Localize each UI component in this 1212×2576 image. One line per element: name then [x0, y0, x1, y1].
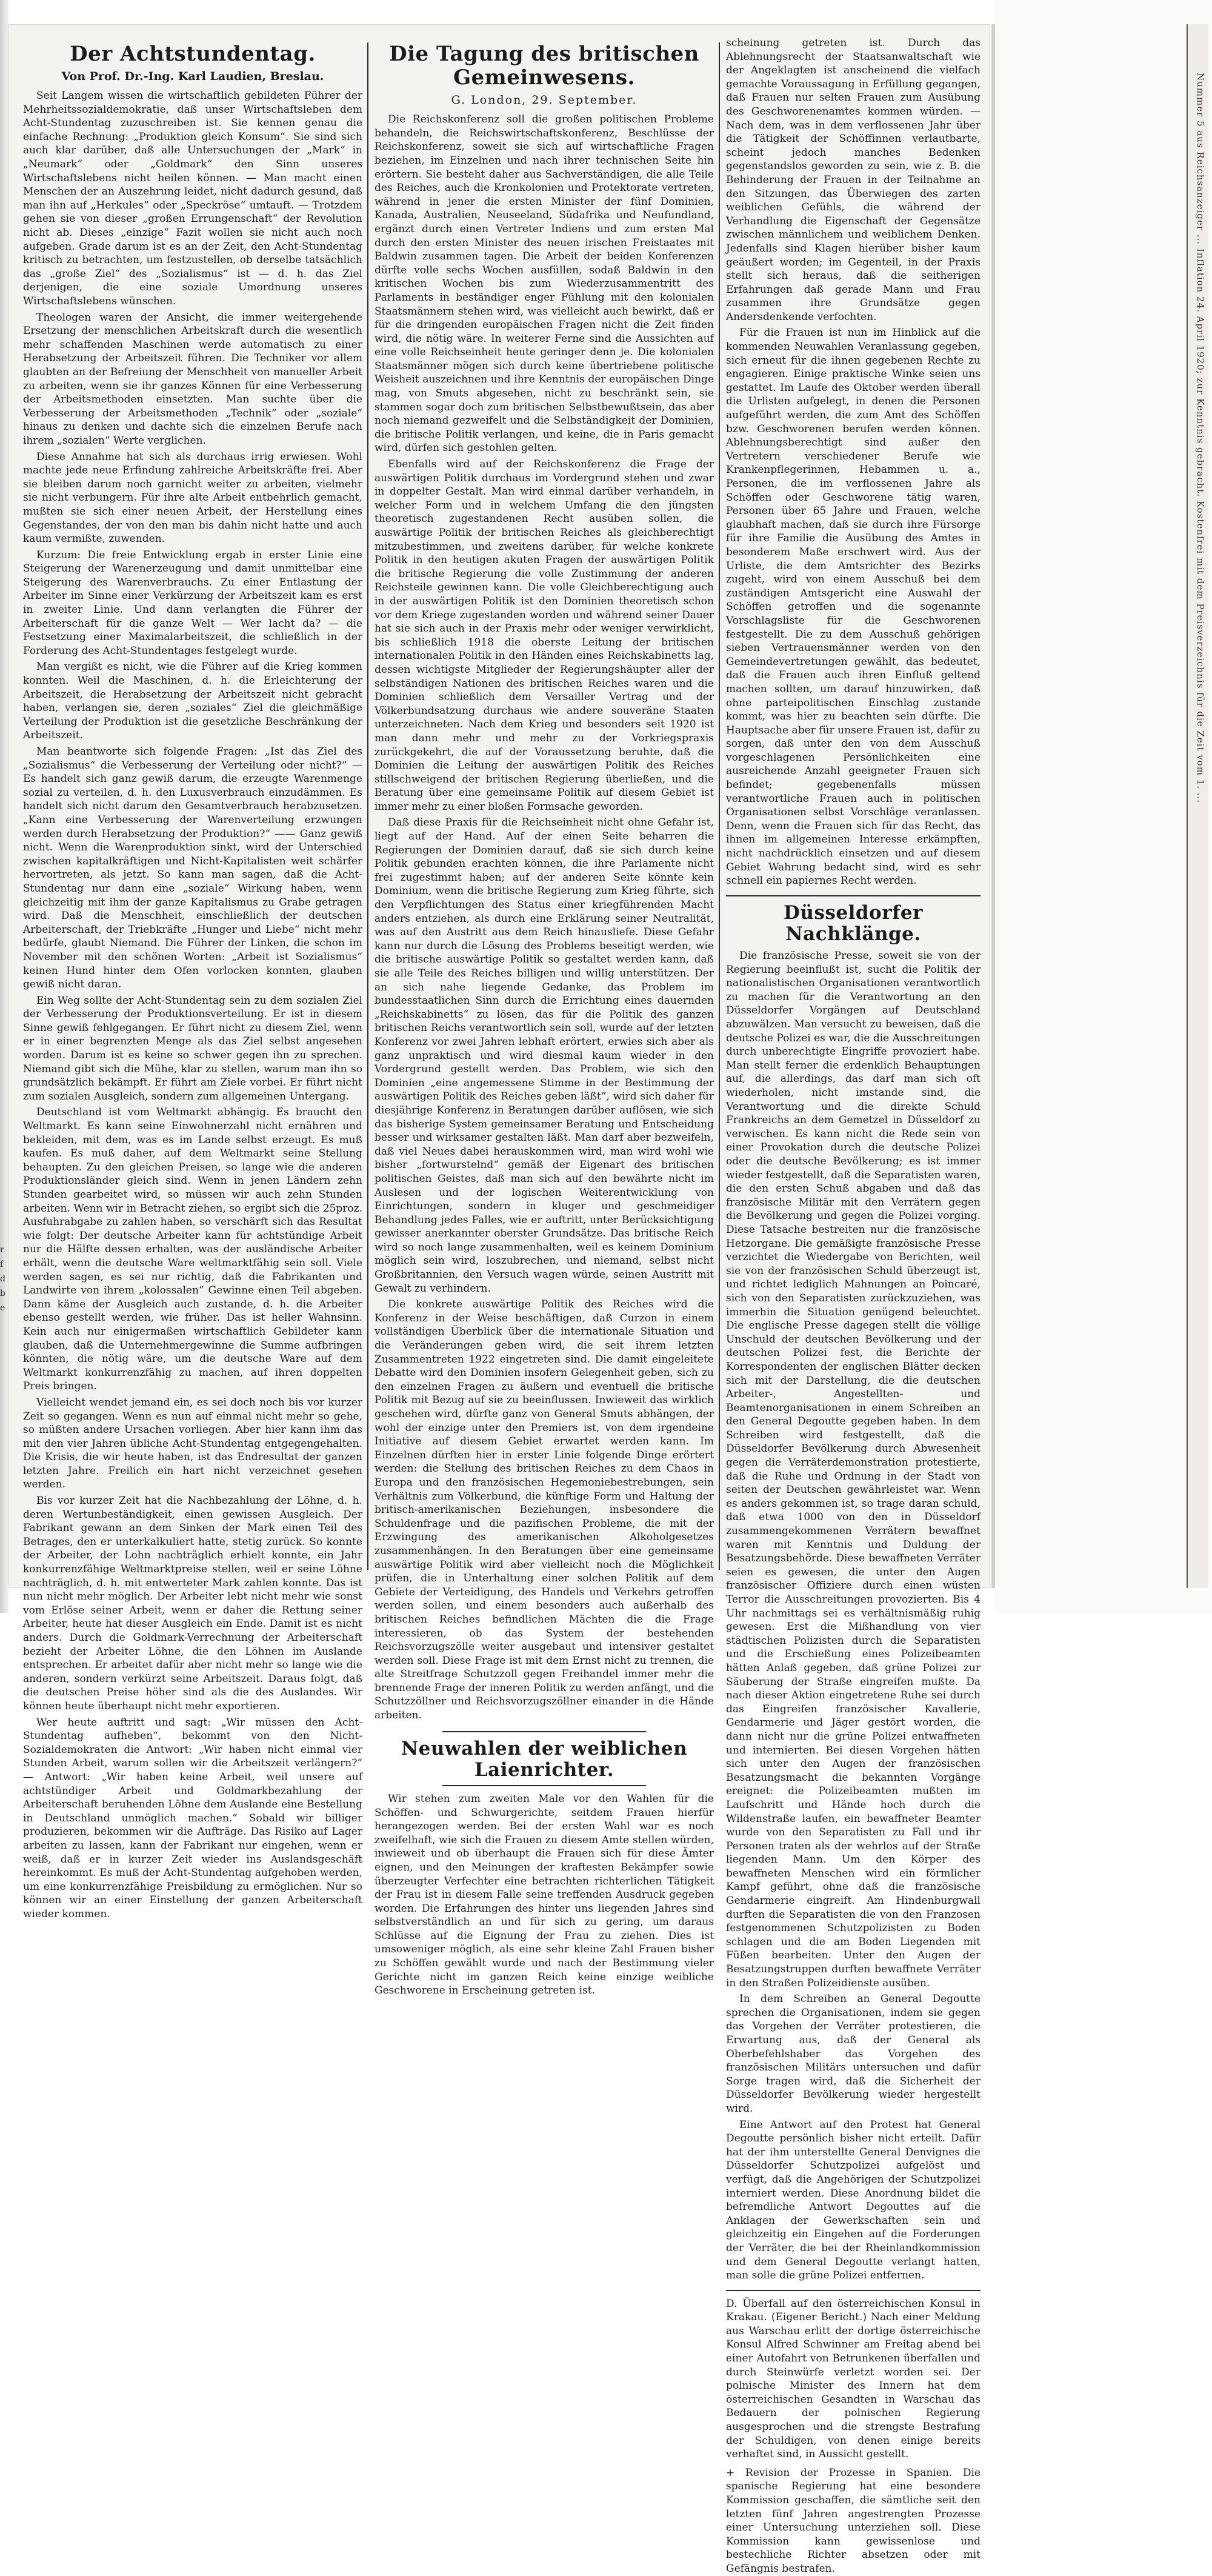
scan-edge-left [0, 0, 8, 1613]
section-divider [442, 1785, 646, 1786]
news-item-krakau: D. Überfall auf den österreichischen Konsul in Krakau. (Eigener Bericht.) Nach einer Meldung aus Warschau erlitt der dortige österreichische Konsul Alfred Schwinner am Freitag abend bei einer Autofahrt von Betrunkenen überfallen und durch Steinwürfe verletzt worden sei. Der polnische Minister des Innern hat dem österreichischen Gesandten in Warschau das Bedauern der polnischen Regierung ausgesprochen und die strengste Bestrafung der Schuldigen, von denen einige bereits verhaftet sind, in Aussicht gestellt. [726, 2297, 981, 2461]
section-divider [726, 895, 981, 896]
article-headline-achtstundentag: Der Achtstundentag. [70, 42, 316, 66]
article-dateline: G. London, 29. September. [451, 93, 638, 107]
paragraph: Vielleicht wendet jemand ein, es sei doch noch bis vor kurzer Zeit so gegangen. Wenn es nun auf einmal nicht mehr so gehe, so müßten andere Ursachen vorliegen. Aber hier kann ihm das mit den vier Jahren übliche Acht-Stundentag entgegengehalten. Die Krisis, die wir heute haben, ist das Endresultat der ganzen letzten Jahre. Freilich ein hart nicht verzeichnet gesehen werden. [23, 1396, 362, 1491]
article-headline-britisches-gemeinwesen: Die Tagung des britischen Gemeinwesens. [389, 42, 699, 90]
paragraph: Kurzum: Die freie Entwicklung ergab in erster Linie eine Steigerung der Warenerzeugung und damit unmittelbar eine Steigerung des Warenverbrauchs. Zu einer Entlastung der Arbeiter im Sinne einer Verkürzung der Arbeitszeit kam es erst in zweiter Linie. Und dann verlangten die Führer der Arbeiterschaft für die ganze Welt — Wer lacht da? — die Festsetzung einer Maximalarbeitszeit, die schließlich in der Forderung des Acht-Stundentages festgelegt wurde. [23, 549, 362, 657]
paragraph: Wer heute auftritt und sagt: „Wir müssen den Acht-Stundentag aufheben“, bekommt von den Nicht-Sozialdemokraten die Antwort: „Wir haben nicht einmal vier Stunden Arbeit, warum sollen wir die Arbeitszeit verlängern?“ — Antwort: „Wir haben keine Arbeit, weil unsere auf achtstündiger Arbeit und Goldmarkbezahlung der Arbeiterschaft beruhenden Löhne dem Auslande eine Bestellung in Deutschland unmöglich machen.“ Sobald wir billiger produzieren, bekommen wir die Aufträge. Das Risiko auf Lager arbeiten zu lassen, kann der Fabrikant nur eingehen, wenn er weiß, daß er in kurzer Zeit wieder ins Auslandsgeschäft hereinkommt. Es muß der Acht-Stundentag aufgehoben werden, um eine konkurrenzfähige Preisbildung zu ermöglichen. Nur so können wir an einer Einstellung der ganzen Arbeiterschaft wieder kommen. [23, 1716, 362, 1920]
article-body-laienrichter-continued [726, 36, 981, 888]
column-rule-1 [367, 42, 368, 1570]
column-1 [23, 36, 362, 1920]
section-divider [442, 1731, 646, 1732]
paragraph: Ein Weg sollte der Acht-Stundentag sein zu dem sozialen Ziel der Verbesserung der Produktionsverteilung. Er ist in diesem Sinne gewiß fehlgegangen. Er führt nicht zu diesem Ziel, wenn er in einer begrenzten Menge als das Ziel selbst angesehen worden. Darum ist es keine so schwer gegen ihn zu sprechen. Niemand gibt sich die Mühe, klar zu stellen, warum man ihn so grundsätzlich bekämpft. Er führt am Ziele vorbei. Er führt nicht zum sozialen Ausgleich, sondern zum allgemeinen Untergang. [23, 994, 362, 1103]
section-divider [726, 2290, 981, 2291]
article-headline-laienrichter: Neuwahlen der weiblichen Laienrichter. [401, 1737, 688, 1781]
article-headline-duesseldorfer-nachklaenge: Düsseldorfer Nachklänge. [784, 901, 923, 946]
paragraph: In dem Schreiben an General Degoutte sprechen die Organisationen, indem sie gegen das Vorgehen der Verräter protestieren, die Erwartung aus, daß der General als Oberbefehlshaber das Vorgehen des französischen Militärs untersuchen und dafür Sorge tragen wird, daß die Sicherheit der Düsseldorfer Bevölkerung wieder hergestellt wird. [726, 1993, 981, 2115]
paragraph: Theologen waren der Ansicht, die immer weitergehende Ersetzung der menschlichen Arbeitskraft durch die wesentlich mehr schaffenden Maschinen werde automatisch zu einer Herabsetzung der Arbeitszeit führen. Die Techniker vor allem glaubten an der Befreiung der Menschheit von manueller Arbeit zu arbeiten, wenn sie ihr ganzes Können für eine Verbesserung der Arbeitsmethoden einsetzten. Man suchte über die Verbesserung der Arbeitsmethoden „Technik“ oder „soziale“ hinaus zu denken und dachte sich die einzelnen Berufe nach ihrem „sozialen“ Werte verglichen. [23, 311, 362, 447]
article-byline: Von Prof. Dr.-Ing. Karl Laudien, Breslau. [61, 70, 324, 84]
left-margin-marks: r f d b e [0, 1245, 5, 1313]
column-3 [726, 36, 981, 2575]
paragraph: Die französische Presse, soweit sie von der Regierung beeinflußt ist, sucht die Politik der nationalistischen Organisationen verantwortlich zu machen für die Verantwortung an den Düsseldorfer Vorgängen auf Deutschland abzuwälzen. Man versucht zu beweisen, daß die deutsche Polizei es war, die die Ausschreitungen durch unberechtigte Eingriffe provoziert habe. Man stellt ferner die erdenklich Behauptungen auf, die allerdings, das darf man sich oft wiederholen, nicht imstande sind, die Verantwortung und die direkte Schuld Frankreichs an dem Gemetzel in Düsseldorf zu verwischen. Es kann nicht die Rede sein von einer Provokation durch die deutsche Polizei oder die deutsche Bevölkerung; es ist immer wieder festgestellt, daß die Separatisten waren, die den ersten Schuß abgaben und daß das französische Militär mit den Verrätern gegen die Bevölkerung und gegen die Polizei vorging. Diese Tatsache bestreiten nur die französische Hetzorgane. Die gemäßigte französische Presse verzichtet die Wiedergabe von Berichten, weil sie von der französischen Schuld überzeugt ist, und richtet lediglich Mahnungen an Poincaré, sich von den Separatisten zurückzuziehen, was immerhin die Situation genügend beleuchtet. Die englische Presse dagegen stellt die völlige Unschuld der deutschen Bevölkerung und der deutschen Polizei fest, die Berichte der Korrespondenten der englischen Blätter decken sich mit der Darstellung, die die deutschen Arbeiter-, Angestellten- und Beamtenorganisationen in einem Schreiben an den General Degoutte gegeben haben. In dem Schreiben wird festgestellt, daß die Düsseldorfer Bevölkerung durch Abwesenheit gegen die Verräterdemonstration protestierte, daß die Ruhe und Ordnung in der Stadt von seiten der Deutschen gewährleistet war. Wenn es anders gekommen ist, so trage daran schuld, daß etwa 1000 von den in Düsseldorf zusammengekommenen Verrätern bewaffnet waren mit Kenntnis und Duldung der Besatzungsbehörde. Diese bewaffneten Verräter seien es gewesen, die unter den Augen französischer Offiziere durch einen wüsten Terror die Ausschreitungen provozierten. Bis 4 Uhr nachmittags sei es verhältnismäßig ruhig gewesen. Erst die Mißhandlung von vier städtischen Polizisten durch die Separatisten und die Erschießung eines Polizeibeamten hätten Anlaß gegeben, daß grüne Polizei zur Säuberung der Straße eingreifen mußte. Da nach dieser Aktion eingetretene Ruhe sei durch das Eingreifen französischer Kavallerie, Gendarmerie und Jäger gestört worden, die dann nicht nur die grüne Polizei entwaffneten und internierten. Bei diesen Vorgehen hätten sich unter den Augen der französischen Besatzungsmacht die bekannten Vorgänge ereignet: die Polizeibeamten mußten im Laufschritt und Hände hoch durch die Wildenstraße laufen, ein bewaffneter Beamter wurde von den Separatisten zu Fall und ihr Personen traten als der wehrlos auf der Straße liegenden Mann. Um den Körper des bewaffneten Menschen wird ein förmlicher Kampf geführt, ohne daß die französische Gendarmerie eingreift. Am Hindenburgwall durften die Separatisten die von den Franzosen festgenommenen Schutzpolizisten zu Boden schlagen und die am Boden Liegenden mit Füßen bearbeiten. Unter den Augen der Besatzungstruppen durften bewaffnete Verräter in den Straßen Polizeidienste ausüben. [726, 950, 981, 1989]
paragraph: Man beantworte sich folgende Fragen: „Ist das Ziel des „Sozialismus“ die Verbesserung der Verteilung oder nicht?“ — Es handelt sich ganz gewiß darum, die erzeugte Warenmenge sozial zu verteilen, d. h. den Luxusverbrauch einzudämmen. Es handelt sich nicht darum den Gesamtverbrauch herabzusetzen. „Kann eine Verbesserung der Warenverteilung erzwungen werden durch Herabsetzung der Produktion?“ —— Ganz gewiß nicht. Wenn die Warenproduktion sinkt, wird der Unterschied zwischen kapitalkräftigen und Nicht-Kapitalisten weit schärfer hervortreten, als jetzt. So kann man sagen, daß die Acht-Stundentag nur dann eine „soziale“ Wirkung haben, wenn gleichzeitig mit ihm der ganze Kapitalismus zu Grabe getragen wird. Daß die Menschheit, einschließlich der deutschen Arbeiterschaft, der Triebkräfte „Hunger und Liebe“ nicht mehr bedürfe, glaubt Niemand. Die Führer der Linken, die schon im November mit den schönen Worten: „Arbeit ist Sozialismus“ keinen Hund hinter dem Ofen vorlocken konnten, glauben gewiß nicht daran. [23, 746, 362, 991]
paragraph: Daß diese Praxis für die Reichseinheit nicht ohne Gefahr ist, liegt auf der Hand. Auf der einen Seite beharren die Regierungen der Dominien darauf, daß sie sich durch keine Politik gebunden erachten können, die ihre Parlamente nicht frei zugestimmt haben; auf der anderen Seite könnte kein Dominium, wenn die britische Regierung zum Krieg führte, sich den Verpflichtungen des Status einer kriegführenden Macht anders entziehen, als durch eine Erklärung seiner Neutralität, was auf den Austritt aus dem Reich hinausliefe. Diese Gefahr kann nur durch die Lösung des Problems beseitigt werden, wie die britische auswärtige Politik so gestaltet werden kann, daß sie alle Teile des Reiches billigen und willig unterstützen. Der an sich nahe liegende Gedanke, das Problem im bundesstaatlichen Sinn durch die Errichtung eines dauernden „Reichskabinetts“ zu lösen, das für die Politik des ganzen britischen Reichs verantwortlich sein soll, wurde auf der letzten Konferenz vor zwei Jahren lebhaft erörtert, erwies sich aber als ganz unpraktisch und wird diesmal kaum wieder in den Vordergrund gestellt werden. Das Problem, wie sich den Dominien „eine angemessene Stimme in der Bestimmung der auswärtigen Politik des Reiches geben läßt“, wird sich daher für diesjährige Konferenz in Beratungen darüber auflösen, wie sich das bisherige System gemeinsamer Beratung und Entscheidung besser und wirksamer gestalten läßt. Man darf aber bezweifeln, daß viel Neues dabei herauskommen wird, man wird wohl wie bisher „fortwurstelnd“ gemäß der Eigenart des britischen politischen Geistes, daß man sich auf den bewährte nicht im Auslesen und der logischen Weiterentwicklung von Einrichtungen, sondern in kluger und geschmeidiger Behandlung jedes Falles, wie er auftritt, unter Berücksichtigung gewisser anerkannter oberster Grundsätze. Das britische Reich wird so noch lange zusammenhalten, weil es keinem Dominium möglich sein wird, loszubrechen, und niemand, selbst nicht Großbritannien, den Versuch wagen würde, seinen Austritt mit Gewalt zu verhindern. [375, 816, 714, 1295]
paragraph: Deutschland ist vom Weltmarkt abhängig. Es braucht den Weltmarkt. Es kann seine Einwohnerzahl nicht ernähren und bekleiden, mit dem, was es im Lande selbst erzeugt. Es muß kaufen. Es muß daher, auf dem Weltmarkt seine Stellung behaupten. Zu den gleichen Preisen, so lange wie die anderen Produktionsländer gleich sind. Wenn in jenen Ländern zehn Stunden gearbeitet wird, so müssen wir auch zehn Stunden arbeiten. Wenn wir in Betracht ziehen, so ergibt sich die 25proz. Ausfuhrabgabe zu zahlen haben, so verschärft sich das Resultat wie folgt: Der deutsche Arbeiter kann für achtstündige Arbeit nur die Hälfte dessen erhalten, was der ausländische Arbeiter erhält, wenn die deutsche Ware weltmarktfähig sein soll. Viele werden sagen, es sei nur richtig, daß die Fabrikanten und Landwirte von ihrem „kolossalen“ Gewinne einen Teil abgeben. Dann käme der Ausgleich auch zustande, d. h. die Arbeiter ebenso gestellt werden, wie früher. Das ist heller Wahnsinn. Kein auch nur einigermaßen wirtschaftlich Gebildeter kann glauben, daß die Unternehmergewinne die Summe aufbringen könnten, die nötig wäre, um die deutsche Ware auf dem Weltmarkt konkurrenzfähig zu machen, auf ihren doppelten Preis bringen. [23, 1106, 362, 1393]
article-body-achtstundentag [23, 89, 362, 1921]
paragraph: Seit Langem wissen die wirtschaftlich gebildeten Führer der Mehrheitssozialdemokratie, daß unser Wirtschaftsleben dem Acht-Stundentag zuzuschreiben ist. Sie kennen genau die einfache Rechnung: „Produktion gleich Konsum“. Sie sind sich auch klar darüber, daß alle Untersuchungen der „Mark“ in „Neumark“ oder „Goldmark“ den Sinn unseres Wirtschaftslebens nicht heilen können. — Man macht einen Menschen der an Auszehrung leidet, nicht dadurch gesund, daß man ihn auf „Herkules“ oder „Speckröse“ umtauft. — Trotzdem gehen sie von dieser „großen Errungenschaft“ der Revolution nicht ab. Dieses „einzige“ Fazit wollen sie nicht auch noch aufgeben. Grade darum ist es an der Zeit, den Acht-Stundentag kritisch zu betrachten, um festzustellen, ob derselbe tatsächlich das „große Ziel“ des „Sozialismus“ ist — d. h. das Ziel derjenigen, die eine soziale Umordnung unseres Wirtschaftslebens wünschen. [23, 90, 362, 307]
article-body-britisches-gemeinwesen [375, 113, 714, 1722]
column-2 [375, 36, 714, 1997]
paragraph: Bis vor kurzer Zeit hat die Nachbezahlung der Löhne, d. h. deren Wertunbeständigkeit, einen gewissen Ausgleich. Der Fabrikant gewann an dem Sinken der Mark einen Teil des Betrages, den er unterkalkuliert hatte, stetig zurück. So konnte der Arbeiter, der Lohn nachträglich erhielt konnte, ein Jahr konkurrenzfähige Weltmarktpreise stellen, weil er seine Löhne nachträglich, d. h. mit entwerteter Mark zahlen konnte. Das ist nun nicht mehr möglich. Der Arbeiter lebt nicht mehr wie sonst vom Erlöse seiner Arbeit, wenn er daher die Rettung seiner Arbeiter, heute hat dieser Ausgleich ein Ende. Damit ist es nicht anders. Durch die Goldmark-Verrechnung der Arbeiterschaft bezieht der Arbeiter Löhne, die den Löhnen im Auslande entsprechen. Er arbeitet dafür aber nicht mehr so lange wie die anderen, sondern verkürzt seine Arbeitszeit. Daraus folgt, daß die deutschen Preise höher sind als die des Auslandes. Wir können heute überhaupt nicht mehr exportieren. [23, 1495, 362, 1712]
paragraph: Die Reichskonferenz soll die großen politischen Probleme behandeln, die Reichswirtschaftskonferenz, Beschlüsse der Reichskonferenz, soweit sie sich auf wirtschaftliche Fragen beziehen, im Einzelnen und nach ihrer technischen Seite hin erörtern. Sie besteht daher aus Sachverständigen, die alle Teile des Reiches, auch die Kronkolonien und Protektorate vertreten, während in jener die ersten Minister der fünf Dominien, Kanada, Australien, Neuseeland, Südafrika und Neufundland, ergänzt durch einen Vertreter Indiens und zum ersten Mal durch den ersten Minister des neuen irischen Freistaates mit Baldwin zusammen tagen. Die Arbeit der beiden Konferenzen dürfte volle sechs Wochen ausfüllen, sodaß Baldwin in den kritischen Wochen bis zum Wiederzusammentritt des Parlaments in beständiger enger Fühlung mit den kolonialen Staatsmännern stehen wird, was vielleicht auch bewirkt, daß er für die dringenden europäischen Fragen nicht die Zeit finden wird, die nötig wäre. In weiterer Ferne sind die Aussichten auf eine volle Reichseinheit heute geringer denn je. Die kolonialen Staatsmänner mögen sich durch keine übertriebene politische Weisheit auszeichnen und ihre Kenntnis der europäischen Dinge mag, von Smuts abgesehen, nicht zu beschränkt sein, sie stammen sogar doch zum britischen Selbstbewußtsein, das aber noch niemand gezweifelt und die Selbständigkeit der Dominien, die britische Politik verlangen, und keine, die in Paris gemacht wird, dürfen sich gestohlen gelten. [375, 113, 714, 455]
paragraph: Man vergißt es nicht, wie die Führer auf die Krieg kommen konnten. Weil die Maschinen, d. h. die Erleichterung der Arbeitszeit, die Herabsetzung der Arbeitszeit nicht gebracht haben, verlangen sie, deren „soziales“ Ziel die gleichmäßige Verteilung der Produktion ist die gesetzliche Beschränkung der Arbeitszeit. [23, 661, 362, 742]
paragraph: Wir stehen zum zweiten Male vor den Wahlen für die Schöffen- und Schwurgerichte, seitdem Frauen hierfür herangezogen werden. Bei der ersten Wahl war es noch zweifelhaft, wie sich die Frauen zu diesem Amte stellen würden, inwieweit und ob überhaupt die Frauen sich für diese Ämter eignen, und den Meinungen der kraftesten Bekämpfer sowie überzeugter Verfechter eine betrachten richterlichen Tätigkeit der Frau ist in diesem Falle seine treffenden Ausdruck gegeben worden. Die Erfahrungen des hinter uns liegenden Jahres sind selbstverständlich an und für sich zu gering, um daraus Schlüsse auf die Eignung der Frau zu ziehen. Dies ist umsoweniger möglich, als eine sehr kleine Zahl Frauen bisher zu Schöffen gewählt wurde und nach der Bestimmung vieler Gerichte nicht im ganzen Reich keine einzige weibliche Geschworene in Erscheinung getreten ist. [375, 1792, 714, 1997]
paragraph: Für die Frauen ist nun im Hinblick auf die kommenden Neuwahlen Veranlassung gegeben, sich erneut für die ihnen gegebenen Rechte zu engagieren. Einige praktische Winke seien uns gestattet. Im Laufe des Oktober werden überall die Urlisten aufgelegt, in denen die Personen aufgeführt werden, die zum Amt des Schöffen bzw. Geschworenen berufen werden können. Ablehnungsberechtigt sind außer den Vertretern verschiedener Berufe wie Krankenpflegerinnen, Hebammen u. a., Personen, die im verflossenen Jahre als Schöffen oder Geschworene tätig waren, Personen über 65 Jahre und Frauen, welche glaubhaft machen, daß sie durch ihre Fürsorge für ihre Familie die Ausübung des Amtes in besonderem Maße erschwert wird. Aus der Urliste, die dem Amtsrichter des Bezirks zugeht, wird von einem Ausschuß bei dem zuständigen Amtsgericht eine Auswahl der Schöffen getroffen und die sogenannte Vorschlagsliste für die Geschworenen festgestellt. Die zu dem Ausschuß gehörigen sieben Vertrauensmänner werden von den Gemeindevertretungen gewählt, das bedeutet, daß die Frauen auch ihren Einfluß geltend machen sollten, um darauf hinzuwirken, daß ohne parteipolitischen Einschlag zustande kommt, was hier zu beachten sein dürfte. Die Hauptsache aber für unsere Frauen ist, dafür zu sorgen, daß unter den von dem Ausschuß vorgeschlagenen Persönlichkeiten eine ausreichende Anzahl geeigneter Frauen sich befindet; gegebenenfalls müssen verantwortliche Frauen auch in politischen Organisationen selbst Vorschläge veranlassen. Denn, wenn die Frauen sich für das Recht, das ihnen im allgemeinen Interesse erkämpften, nicht nachdrücklich einsetzen und auf diesem Gebiet Wahrung bedacht sind, wird es sehr schnell ein papiernes Recht werden. [726, 327, 981, 887]
newspaper-page [8, 24, 990, 2575]
adjacent-page [994, 0, 1212, 1613]
binding-gutter [991, 24, 995, 1588]
paragraph: scheinung getreten ist. Durch das Ablehnungsrecht der Staatsanwaltschaft wie der Angeklagten ist anscheinend die vielfach gemachte Voraussagung in Erfüllung gegangen, daß Frauen nur selten Frauen zum Ausübung des Geschworenenamtes kommen würden. — Nach dem, was in dem verflossenen Jahr über die Tätigkeit der Schöffinnen verlautbarte, scheint jedoch manches Bedenken gegenstandslos geworden zu sein, wie z. B. die Behinderung der Frauen in der Teilnahme an den Sitzungen, das Überwiegen des zarten weiblichen Gefühls, die während der Verhandlung die Eigenschaft der Gegensätze zwischen männlichem und weiblichem Denken. Jedenfalls sind Klagen hierüber bisher kaum geäußert worden; im Gegenteil, in der Praxis stellt sich heraus, daß die seitherigen Erfahrungen daß gerade Mann und Frau zusammen ihre Grundsätze gegen Andersdenkende verfochten. [726, 37, 981, 323]
news-item-spanien: + Revision der Prozesse in Spanien. Die spanische Regierung hat eine besondere Kommission geschaffen, die sämtliche seit den letzten fünf Jahren angestrengten Prozesse einer Untersuchung unterziehen soll. Diese Kommission kann gewissenlose und bestechliche Richter absetzen oder mit Gefängnis bestrafen. [726, 2466, 981, 2575]
adjacent-page-text: Nummer 5 aus Reichsanzeiger ... Inflation 24. April 1920; zur Kenntnis gebracht. Kostenfrei mit dem Preisverzeichnis für die Zeit vom 1. ... [1195, 73, 1206, 804]
paragraph: Die konkrete auswärtige Politik des Reiches wird die Konferenz in der Weise beschäftigen, daß Curzon in einem vollständigen Überblick über die internationale Situation und die Veränderungen geben wird, die seit ihrem letzten Zusammentreten 1922 eingetreten sind. Die damit eingeleitete Debatte wird den Dominien insofern Gelegenheit geben, sich zu den einzelnen Fragen zu äußern und eventuell die britische Politik mit Bezug auf sie zu beeinflussen. Inwieweit das wirklich geschehen wird, dürfte ganz von General Smuts abhängen, der wohl der einzige unter den Premiers ist, von dem irgendeine Initiative auf diesem Gebiet erwartet werden kann. Im Einzelnen dürften hier in erster Linie folgende Dinge erörtert werden: die Stellung des britischen Reiches zu dem Chaos in Europa und den französischen Hegemoniebestrebungen, sein Verhältnis zum Völkerbund, die künftige Form und Haltung der britisch-amerikanischen Beziehungen, insbesondere die Schuldenfrage und die pazifischen Probleme, die mit der Erzwingung des amerikanischen Alkoholgesetzes zusammenhängen. In den Beratungen über eine gemeinsame auswärtige Politik wird aber vielleicht noch die Möglichkeit prüfen, die in Unterhaltung einer solchen Politik auf dem Gebiete der Verteidigung, des Handels und Verkehrs getroffen werden sollen, und einem besonders auch außerhalb des britischen Reiches befindlichen Mächten die die Frage interessieren, ob das System der bestehenden Reichsvorzugszölle weiter ausgebaut und intensiver gestaltet werden soll. Diese Frage ist mit dem Ernst nicht zu trennen, die alte Streitfrage Schutzzoll gegen Freihandel immer mehr die brennende Frage der inneren Politik zu werden anfängt, und die Schutzzöllner und Reichsvorzugszöllner einander in die Hände arbeiten. [375, 1298, 714, 1722]
paragraph: Eine Antwort auf den Protest hat General Degoutte persönlich bisher nicht erteilt. Dafür hat der ihm unterstellte General Denvignes die Düsseldorfer Schutzpolizei aufgelöst und verfügt, daß die Angehörigen der Schutzpolizei interniert werden. Diese Anordnung bildet die befremdliche Antwort Degouttes auf die Anklagen der Gewerkschaften sein und gleichzeitig ein Eingehen auf die Forderungen der Verräter, die bei der Rheinlandkommission und dem General Degoutte verlangt hatten, man solle die grüne Polizei entfernen. [726, 2118, 981, 2282]
paragraph: Ebenfalls wird auf der Reichskonferenz die Frage der auswärtigen Politik durchaus im Vordergrund stehen und zwar in doppelter Gestalt. Man wird einmal darüber verhandeln, in welcher Form und in welchem Umfang die den jüngsten theoretisch zugestandenen Recht ausüben sollen, die auswärtige Politik der britischen Reiches als gleichberechtigt mitzubestimmen, und zweitens darüber, für welche konkrete Politik in den heutigen akuten Fragen der auswärtigen Politik die britische Regierung die volle Zustimmung der anderen Reichsteile gewinnen kann. Die volle Gleichberechtigung auch in der auswärtigen Politik ist den Dominien theoretisch schon vor dem Kriege zugestanden worden und während seiner Dauer hat sie sich auch in der Praxis mehr oder weniger verwirklicht, bis schließlich 1918 die oberste Leitung der britischen internationalen Politik in den Händen eines Reichskabinetts lag, dessen wichtigste Mitglieder der Regierungshäupter aller der selbständigen Nationen des britischen Reiches waren und die Dominien schließlich dem Versailler Vertrag und der Völkerbundsatzung durchaus wie andere souveräne Staaten unterzeichneten. Nach dem Krieg und besonders seit 1920 ist man dann mehr und mehr zu der Vorkriegspraxis zurückgekehrt, die auf der Voraussetzung beruhte, daß die Dominien die Leitung der auswärtigen Politik des Reiches stillschweigend der britischen Regierung überließen, und die Beratung über eine gemeinsame Politik auf diesem Gebiet ist immer mehr zu einer bloßen Formsache geworden. [375, 458, 714, 813]
article-body-duesseldorf [726, 949, 981, 2283]
paragraph: Diese Annahme hat sich als durchaus irrig erwiesen. Wohl machte jede neue Erfindung zahlreiche Arbeitskräfte frei. Aber sie bleiben darum noch garnicht weiter zu arbeiten, vielmehr sie nicht verbungern. Für ihre alte Arbeit entbehrlich gemacht, mußten sie sich einer neuen Arbeit, der Herstellung eines Gegenstandes, der von den man bis dahin nicht hatte und auch kaum vermißte, zuwenden. [23, 450, 362, 546]
column-rule-2 [719, 42, 720, 1570]
article-body-laienrichter [375, 1792, 714, 1998]
